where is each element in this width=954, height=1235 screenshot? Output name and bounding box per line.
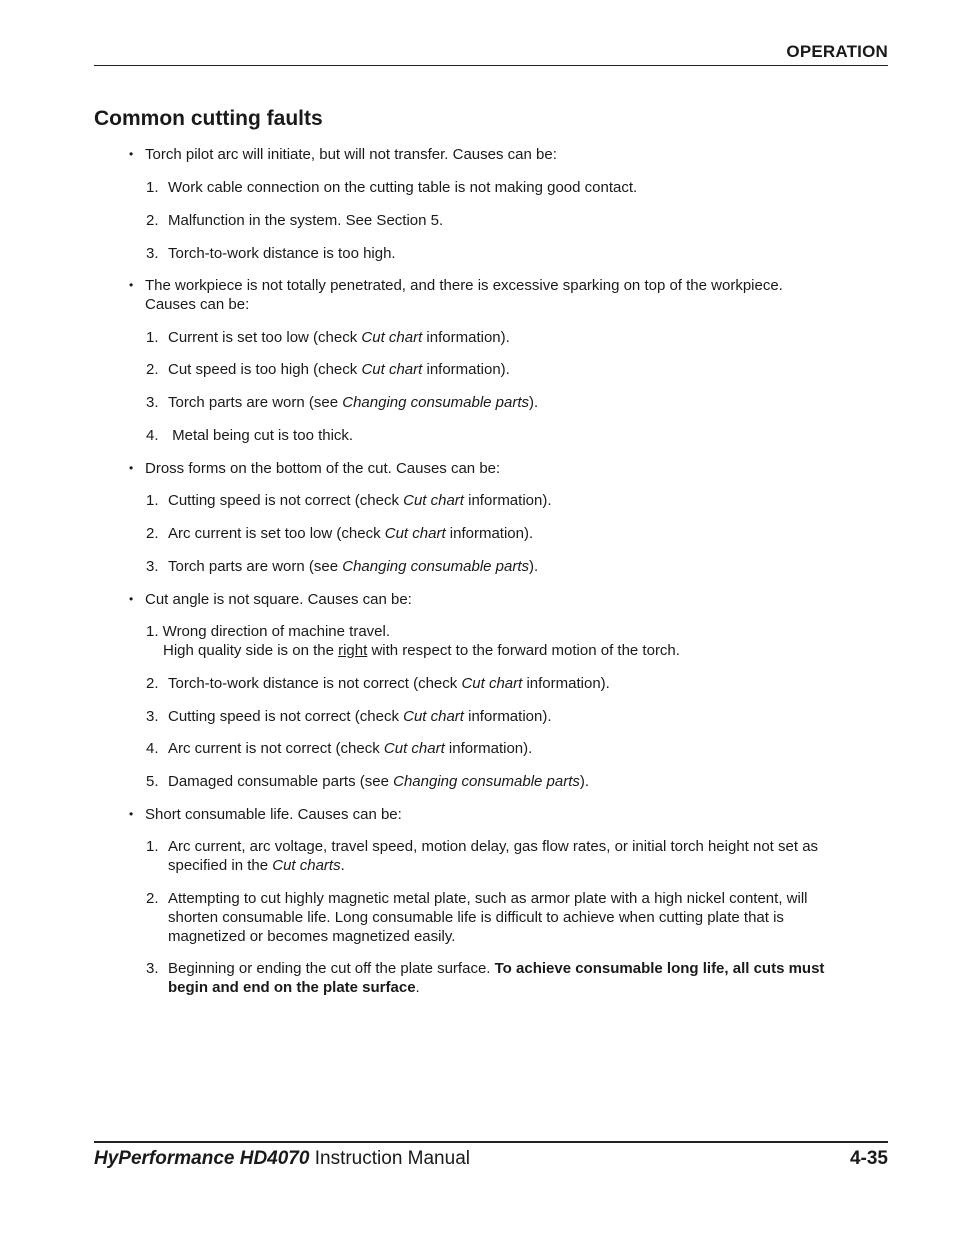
item-text: Torch parts are worn (see Changing consumable parts).: [168, 394, 539, 411]
item-number: 4.: [146, 740, 159, 757]
cut-chart-reference: Cut chart: [361, 329, 423, 346]
item-text: Beginning or ending the cut off the plate surface. To achieve consumable long life, all cuts must begin and end on the plate surface.: [168, 960, 825, 996]
bullet-glyph: •: [129, 807, 134, 821]
fault-text-line: The workpiece is not totally penetrated, and there is excessive sparking on top of the workpiece.: [145, 277, 783, 294]
cut-chart-reference: Cut chart: [403, 708, 464, 725]
cut-chart-reference: Cut chart: [384, 525, 446, 542]
consumable-parts-reference: Changing consumable parts: [342, 558, 530, 575]
item-text: Metal being cut is too thick.: [168, 427, 354, 444]
page-number: 4-35: [849, 1148, 888, 1169]
item-number: 2.: [146, 212, 159, 229]
item-text: Arc current, arc voltage, travel speed, motion delay, gas flow rates, or initial torch height not set as specified in the Cut charts.: [168, 838, 819, 874]
fault-text: Cut angle is not square. Causes can be:: [145, 591, 412, 608]
cut-charts-reference: Cut charts: [272, 857, 341, 874]
item-number: 1.: [146, 329, 159, 346]
cut-chart-reference: Cut chart: [403, 492, 464, 509]
bullet-glyph: •: [129, 147, 134, 161]
product-name: HyPerformance HD4070: [94, 1148, 310, 1169]
footer-manual-title: [94, 1148, 470, 1170]
item-text: Torch-to-work distance is not correct (check Cut chart information).: [168, 675, 610, 692]
item-text: Torch-to-work distance is too high.: [168, 245, 396, 262]
underlined-word: right: [338, 642, 368, 659]
header-rule: [94, 65, 888, 66]
item-number: 2.: [146, 890, 159, 907]
item-text: Torch parts are worn (see Changing consumable parts).: [168, 558, 539, 575]
fault-text-line: Causes can be:: [145, 296, 250, 313]
page-header-section: OPERATION: [786, 42, 888, 61]
cut-chart-reference: Cut chart: [383, 740, 445, 757]
item-number: 2.: [146, 361, 159, 378]
item-text: Arc current is not correct (check Cut chart information).: [168, 740, 533, 757]
fault-text: Torch pilot arc will initiate, but will not transfer. Causes can be:: [145, 146, 557, 163]
item-number: 3.: [146, 558, 159, 575]
section-title: Common cutting faults: [94, 107, 323, 130]
item-number: 3.: [146, 245, 159, 262]
item-number: 1.: [146, 838, 159, 855]
footer-rule: [94, 1141, 888, 1143]
item-number: 2.: [146, 525, 159, 542]
item-text: Damaged consumable parts (see Changing consumable parts).: [168, 773, 590, 790]
item-subtext: High quality side is on the right with respect to the forward motion of the torch.: [163, 642, 680, 659]
fault-text: Short consumable life. Causes can be:: [145, 806, 402, 823]
bullet-glyph: •: [129, 592, 134, 606]
item-text: 1. Wrong direction of machine travel.: [146, 623, 391, 640]
item-text: Cutting speed is not correct (check Cut chart information).: [168, 708, 552, 725]
consumable-parts-reference: Changing consumable parts: [342, 394, 530, 411]
item-text: Attempting to cut highly magnetic metal plate, such as armor plate with a high nickel content, will shorten consumable life. Long consumable life is difficult to achieve when cutting plate that is magnetized or becomes magnetized easily.: [168, 890, 808, 945]
bullet-glyph: •: [129, 461, 134, 475]
item-number: 5.: [146, 773, 159, 790]
manual-label: Instruction Manual: [309, 1148, 470, 1169]
item-number: 4.: [146, 427, 159, 444]
emphasis-text: begin and end on the plate surface: [168, 979, 416, 996]
fault-text: Dross forms on the bottom of the cut. Causes can be:: [145, 460, 501, 477]
item-text: Cutting speed is not correct (check Cut chart information).: [168, 492, 552, 509]
item-number: 1.: [146, 179, 159, 196]
item-number: 3.: [146, 394, 159, 411]
item-text: Cut speed is too high (check Cut chart information).: [168, 361, 510, 378]
bullet-glyph: •: [129, 278, 134, 292]
cause-item: [146, 622, 856, 660]
item-number: 3.: [146, 708, 159, 725]
cut-chart-reference: Cut chart: [361, 361, 423, 378]
item-text: Arc current is set too low (check Cut chart information).: [168, 525, 534, 542]
item-text: Current is set too low (check Cut chart information).: [168, 329, 510, 346]
item-text: Work cable connection on the cutting table is not making good contact.: [168, 179, 638, 196]
item-number: 3.: [146, 960, 159, 977]
emphasis-text: To achieve consumable long life, all cuts must: [494, 960, 825, 977]
item-number: 1.: [146, 492, 159, 509]
consumable-parts-reference: Changing consumable parts: [393, 773, 580, 790]
cut-chart-reference: Cut chart: [461, 675, 523, 692]
item-number: 2.: [146, 675, 159, 692]
fault-text: [145, 276, 835, 314]
item-text: Malfunction in the system. See Section 5.: [168, 212, 444, 229]
